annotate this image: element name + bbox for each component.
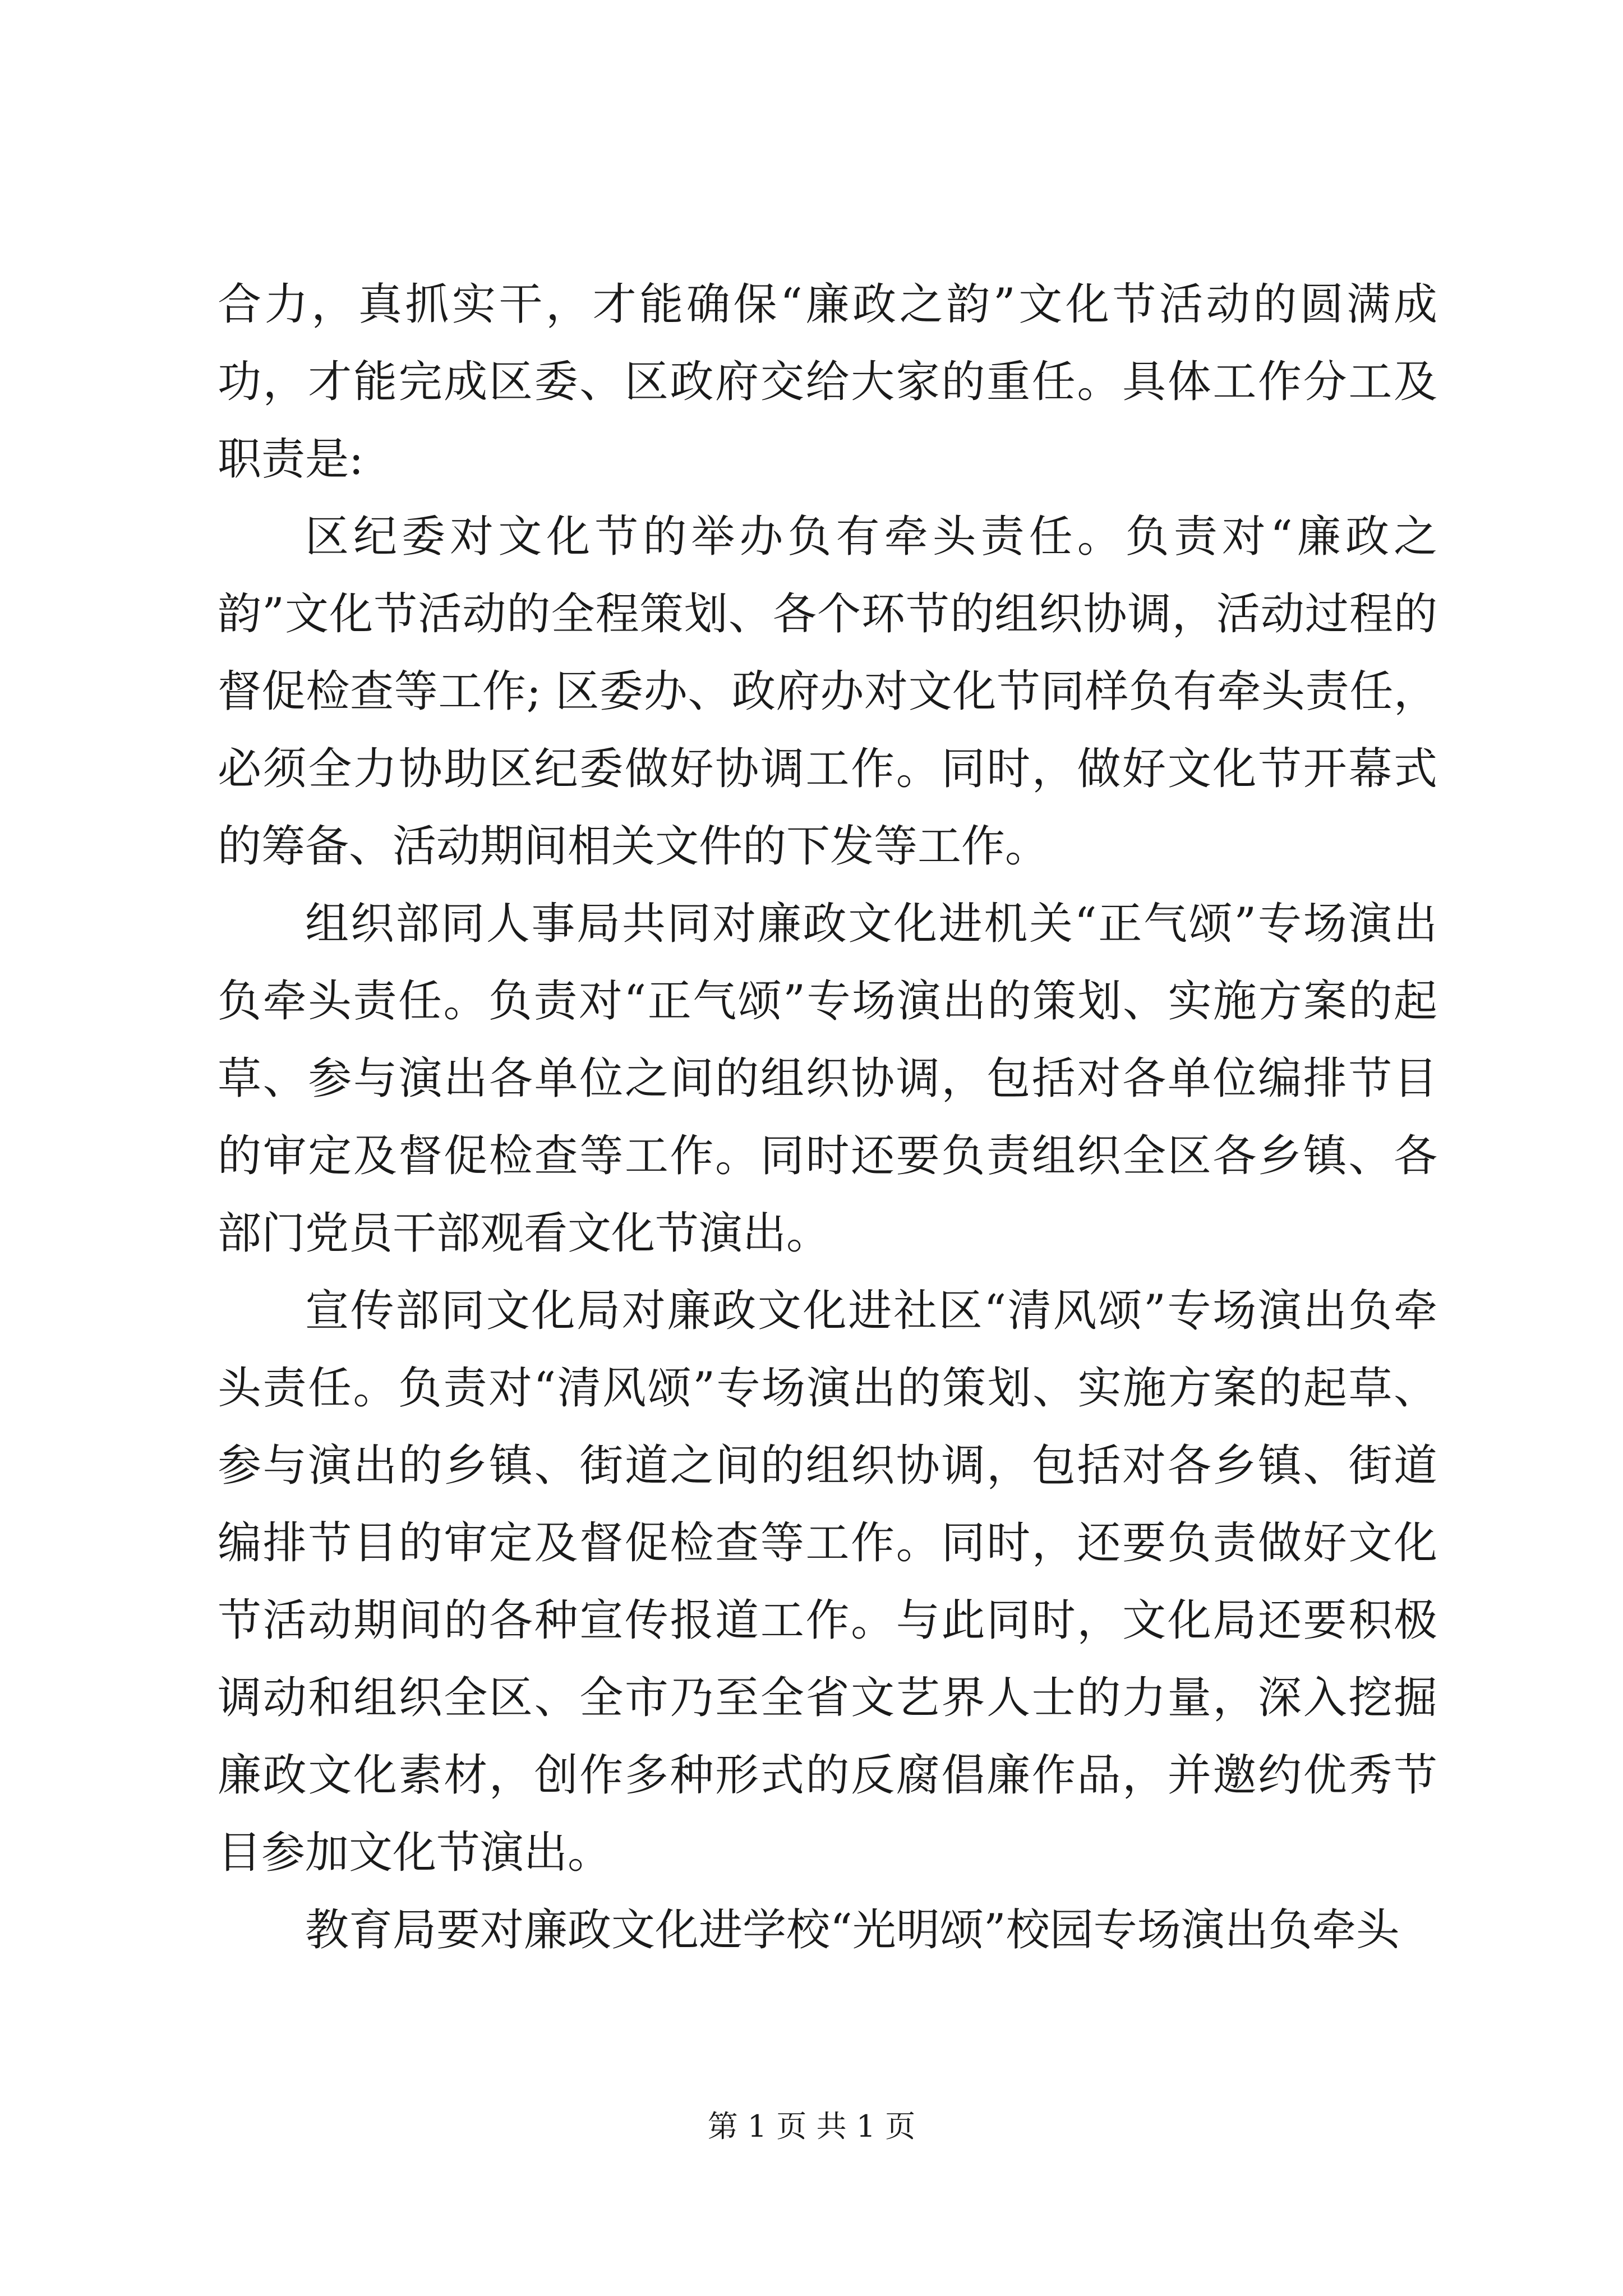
paragraph-1: 合力，真抓实干，才能确保“廉政之韵”文化节活动的圆满成功，才能完成区委、区政府交给大家的重任。具体工作分工及职责是: <box>218 279 1437 485</box>
paragraph-3: 组织部同人事局共同对廉政文化进机关“正气颂”专场演出负牵头责任。负责对“正气颂”专场演出的策划、实施方案的起草、参与演出各单位之间的组织协调，包括对各单位编排节目的审定及督促检查等工作。同时还要负责组织全区各乡镇、各部门党员干部观看文化节演出。 <box>218 899 1437 1259</box>
document-body <box>218 266 1437 1969</box>
paragraph-5: 教育局要对廉政文化进学校“光明颂”校园专场演出负牵头 <box>305 1905 1400 1955</box>
paragraph-2: 区纪委对文化节的举办负有牵头责任。负责对“廉政之韵”文化节活动的全程策划、各个环节的组织协调，活动过程的督促检查等工作; 区委办、政府办对文化节同样负有牵头责任，必须全力协助区纪委做好协调工作。同时，做好文化节开幕式的筹备、活动期间相关文件的下发等工作。 <box>218 512 1437 872</box>
paragraph-4: 宣传部同文化局对廉政文化进社区“清风颂”专场演出负牵头责任。负责对“清风颂”专场演出的策划、实施方案的起草、参与演出的乡镇、街道之间的组织协调，包括对各乡镇、街道编排节目的审定及督促检查等工作。同时，还要负责做好文化节活动期间的各种宣传报道工作。与此同时，文化局还要积极调动和组织全区、全市乃至全省文艺界人士的力量，深入挖掘廉政文化素材，创作多种形式的反腐倡廉作品，并邀约优秀节目参加文化节演出。 <box>218 1286 1437 1878</box>
page-footer: 第 1 页 共 1 页 <box>707 2109 916 2144</box>
